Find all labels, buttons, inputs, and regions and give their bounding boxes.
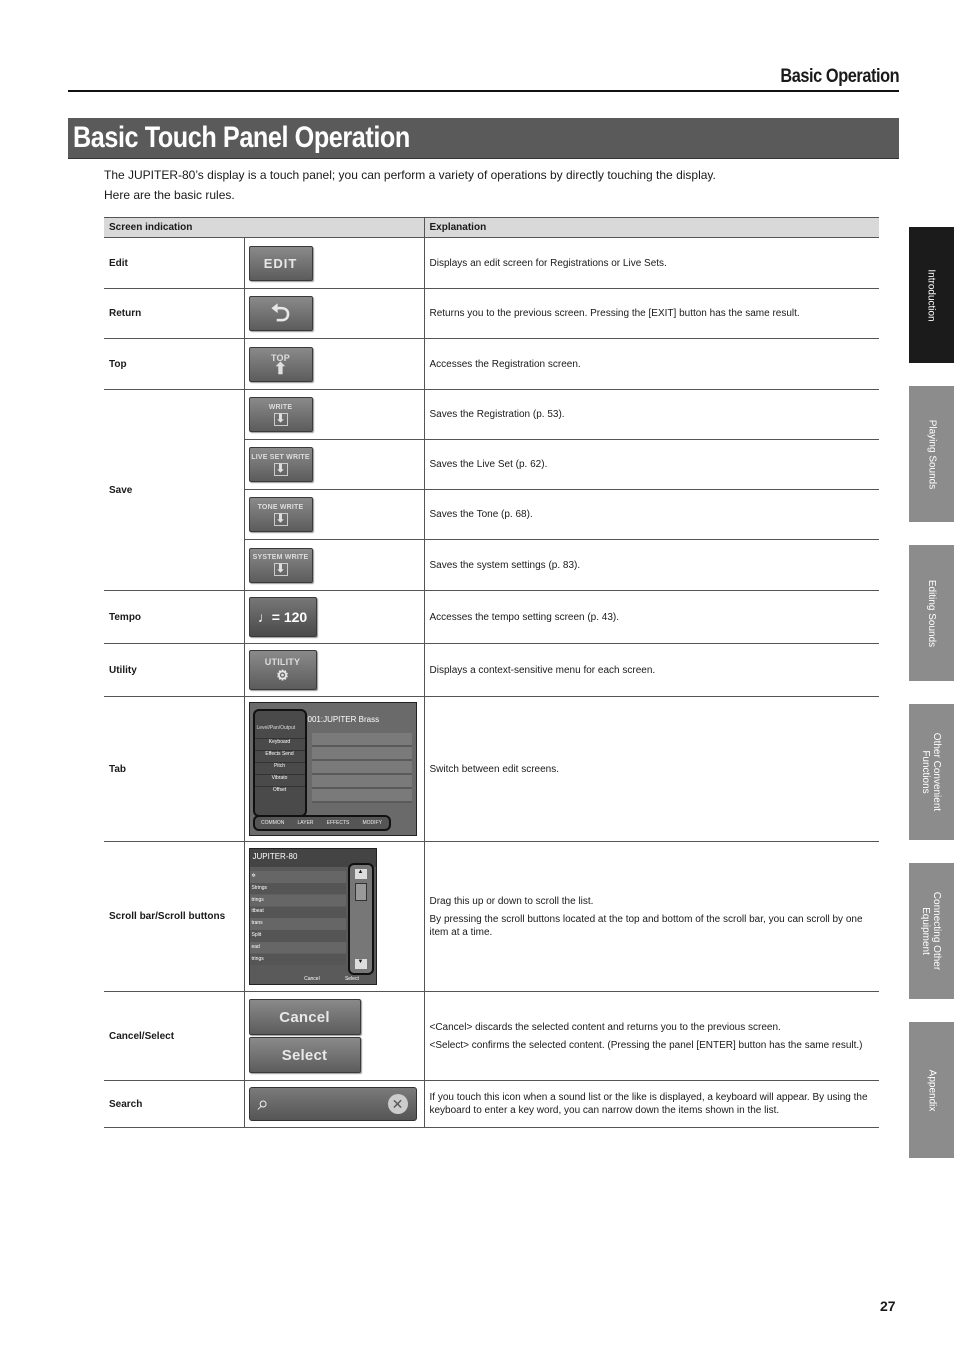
row-explanation: Displays an edit screen for Registrations or Live Sets. [424, 238, 879, 289]
gear-icon: ⚙ [276, 667, 289, 683]
side-tab-playing-sounds[interactable]: Playing Sounds [909, 386, 954, 522]
intro-line-2: Here are the basic rules. [104, 188, 235, 202]
tone-write-button[interactable]: TONE WRITE ⬇ [249, 497, 313, 532]
table-row [104, 339, 879, 390]
write-button[interactable]: WRITE ⬇ [249, 397, 313, 432]
tab-common[interactable]: COMMON [261, 820, 285, 826]
list-item[interactable]: ead [251, 943, 260, 950]
row-explanation: Displays a context-sensitive menu for each screen. [424, 644, 879, 697]
title-bar [68, 118, 899, 159]
row-label: Save [104, 390, 244, 591]
row-explanation: Switch between edit screens. [424, 697, 879, 842]
row-explanation: Accesses the tempo setting screen (p. 43). [424, 591, 879, 644]
row-label: Cancel/Select [104, 992, 244, 1081]
table-row [104, 289, 879, 339]
sound-list: ✲ Strings trings itbeat trans Split ead trings [250, 871, 346, 965]
top-button[interactable]: TOP ⬆ [249, 347, 313, 382]
row-label: Tab [104, 697, 244, 842]
col-screen-indication: Screen indication [104, 218, 424, 238]
table-row [104, 992, 879, 1081]
return-button[interactable] [249, 296, 313, 331]
scroll-thumb[interactable] [355, 883, 367, 901]
row-explanation: Returns you to the previous screen. Pressing the [EXIT] button has the same result. [424, 289, 879, 339]
download-arrow-icon: ⬇ [274, 513, 288, 526]
scroll-up-button[interactable]: ▲ [355, 869, 367, 879]
menu-item[interactable]: Vibrato [255, 775, 305, 787]
running-header [68, 66, 899, 92]
menu-item[interactable]: Keyboard [255, 739, 305, 751]
table-header [104, 218, 879, 238]
menu-item[interactable]: Level/Pan/Output [255, 725, 305, 739]
section-title: Basic Operation [780, 66, 899, 87]
table-row [104, 390, 879, 440]
tab-screenshot [249, 702, 417, 836]
side-tab-appendix[interactable]: Appendix [909, 1022, 954, 1158]
row-label: Scroll bar/Scroll buttons [104, 842, 244, 992]
system-write-button[interactable]: SYSTEM WRITE ⬇ [249, 548, 313, 583]
download-arrow-icon: ⬇ [274, 463, 288, 476]
row-explanation: Accesses the Registration screen. [424, 339, 879, 390]
list-item[interactable]: itbeat [251, 908, 264, 915]
list-item[interactable]: trings [251, 896, 264, 903]
utility-button[interactable]: UTILITY ⚙ [249, 650, 317, 690]
select-button[interactable]: Select [249, 1037, 361, 1073]
list-footer [292, 976, 372, 982]
up-arrow-icon: ⬆ [273, 360, 288, 378]
row-label: Search [104, 1081, 244, 1128]
tempo-button[interactable]: ♩= 120 [249, 597, 317, 637]
side-tab-editing-sounds[interactable]: Editing Sounds [909, 545, 954, 681]
row-label: Edit [104, 238, 244, 289]
row-label: Return [104, 289, 244, 339]
download-arrow-icon: ⬇ [274, 563, 288, 576]
page-title: Basic Touch Panel Operation [73, 121, 410, 154]
cancel-button[interactable]: Cancel [249, 999, 361, 1035]
list-item[interactable]: trings [251, 955, 264, 962]
operations-table [104, 217, 879, 1128]
row-explanation: Saves the system settings (p. 83). [424, 540, 879, 591]
side-tab-other-functions[interactable]: Other Convenient Functions [909, 704, 954, 840]
list-item[interactable]: trans [251, 920, 263, 927]
row-explanation: Drag this up or down to scroll the list. By pressing the scroll buttons located at the top and bottom of the scroll bar, you can scroll by one item at a time. [424, 842, 879, 992]
scroll-screenshot [249, 848, 377, 985]
download-arrow-icon: ⬇ [274, 413, 288, 426]
tab-menu [253, 709, 307, 817]
return-arrow-icon: ⮌ [270, 299, 291, 327]
intro-text [104, 165, 864, 205]
page-number: 27 [880, 1298, 896, 1314]
row-explanation: Saves the Live Set (p. 62). [424, 440, 879, 490]
menu-item[interactable]: Pitch [255, 763, 305, 775]
tab-bar [253, 815, 391, 831]
row-explanation: Saves the Registration (p. 53). [424, 390, 879, 440]
search-icon: ⌕ [257, 1093, 269, 1115]
row-explanation: Saves the Tone (p. 68). [424, 490, 879, 540]
tab-modify[interactable]: MODIFY [362, 820, 382, 826]
side-tab-connecting-equipment[interactable]: Connecting Other Equipment [909, 863, 954, 999]
table-row [104, 842, 879, 992]
tab-layer[interactable]: LAYER [297, 820, 314, 826]
select-button[interactable]: Select [344, 976, 359, 982]
row-label: Tempo [104, 591, 244, 644]
tab-effects[interactable]: EFFECTS [326, 820, 350, 826]
search-field[interactable] [249, 1087, 417, 1121]
edit-button[interactable]: EDIT [249, 246, 313, 281]
row-label: Top [104, 339, 244, 390]
list-item[interactable]: Split [251, 931, 262, 938]
list-item[interactable]: Strings [251, 884, 268, 891]
row-explanation: If you touch this icon when a sound list or the like is displayed, a keyboard will appear. By using the keyboard to enter a key word, you can narrow down the items shown in the list. [424, 1081, 879, 1128]
side-tab-introduction[interactable]: Introduction [909, 227, 954, 363]
scroll-bar[interactable] [348, 863, 374, 975]
row-explanation: <Cancel> discards the selected content and returns you to the previous screen. <Select> confirms the selected content. (Pressing the panel [ENTER] button has the same result.) [424, 992, 879, 1081]
table-row [104, 644, 879, 697]
menu-item[interactable]: Offset [272, 787, 287, 793]
live-set-write-button[interactable]: LIVE SET WRITE ⬇ [249, 447, 313, 482]
screen-title: 001:JUPITER Brass [307, 715, 380, 724]
screen-title: JUPITER-80 [250, 849, 376, 867]
col-explanation: Explanation [424, 218, 879, 238]
table-row [104, 238, 879, 289]
scroll-down-button[interactable]: ▼ [355, 959, 367, 969]
table-row [104, 591, 879, 644]
intro-line-1: The JUPITER-80’s display is a touch panel; you can perform a variety of operations by directly touching the display. [104, 168, 716, 182]
cancel-button[interactable]: Cancel [304, 976, 320, 982]
table-row [104, 697, 879, 842]
table-row [104, 1081, 879, 1128]
row-label: Utility [104, 644, 244, 697]
parameter-grid [312, 733, 412, 803]
clear-icon[interactable]: ✕ [388, 1094, 408, 1114]
menu-item[interactable]: Effects Send [255, 751, 305, 763]
